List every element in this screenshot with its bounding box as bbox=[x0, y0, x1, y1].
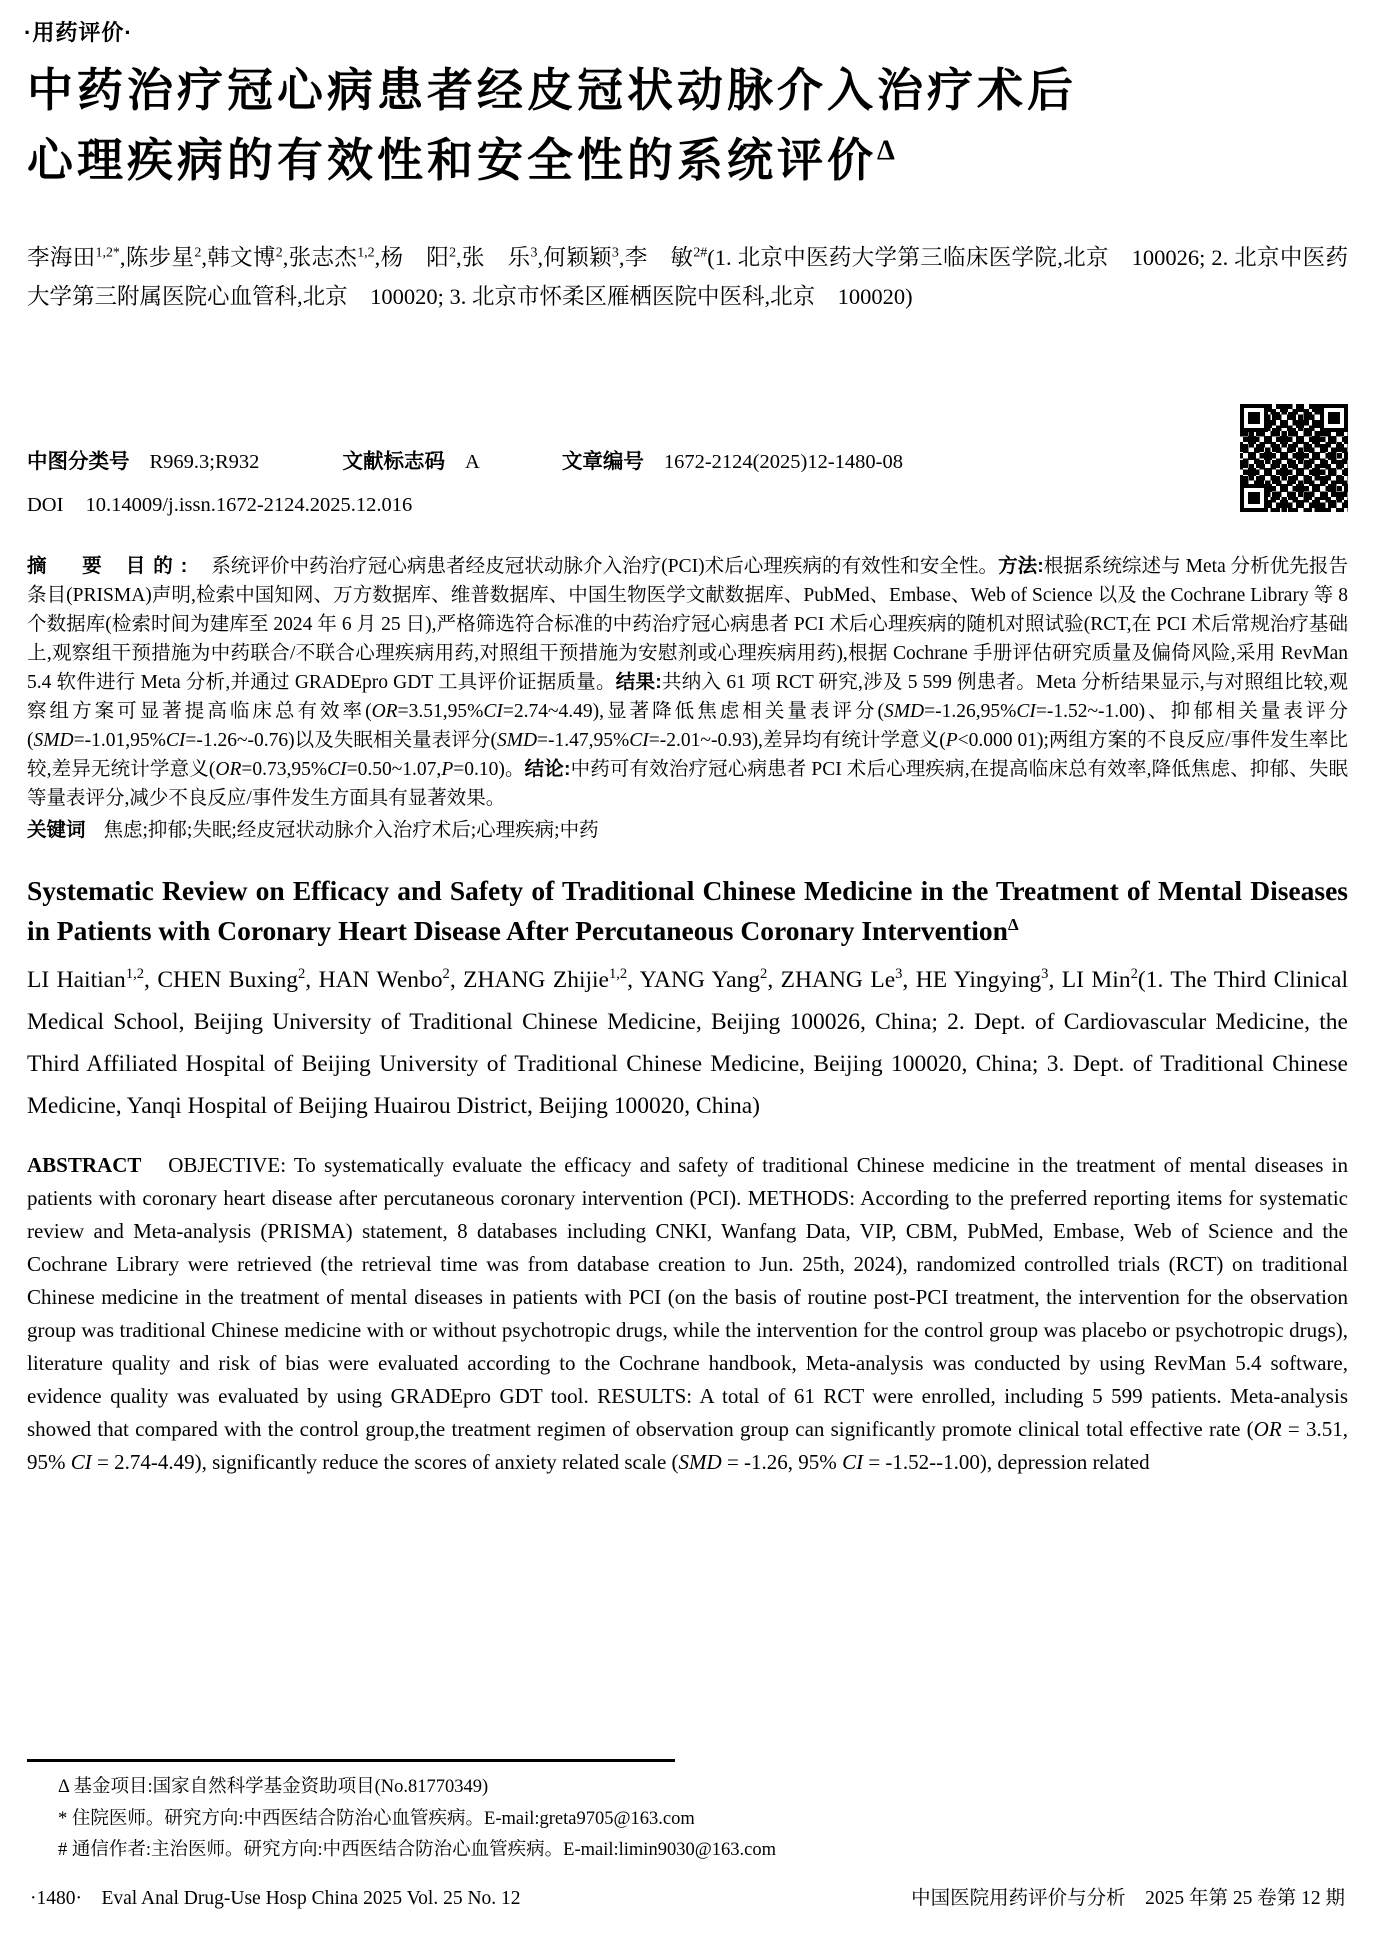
article-meta-row bbox=[27, 444, 903, 474]
title-en-text: Systematic Review on Efficacy and Safety of Traditional Chinese Medicine in the Treatment of Mental Diseases in Patients with Coronary Heart Disease After Percutaneous Coronary Intervention bbox=[27, 875, 1348, 946]
footnote-divider bbox=[27, 1759, 675, 1762]
document-code-value: A bbox=[465, 451, 479, 473]
keywords-text-cn: 焦虑;抑郁;失眠;经皮冠状动脉介入治疗术后;心理疾病;中药 bbox=[103, 820, 599, 841]
funding-marker-en: Δ bbox=[1007, 914, 1019, 934]
doi-label: DOI bbox=[27, 494, 64, 516]
funding-marker: Δ bbox=[877, 135, 899, 167]
footnote-first-author: * 住院医师。研究方向:中西医结合防治心血管疾病。E-mail:greta9705@163.com bbox=[58, 1808, 695, 1829]
abstract-label-cn: 摘 要 bbox=[27, 555, 110, 577]
title-cn-line-1: 中药治疗冠心病患者经皮冠状动脉介入治疗术后 bbox=[27, 65, 1077, 116]
column-section-label: ·用药评价· bbox=[24, 20, 133, 45]
footnotes bbox=[58, 1772, 776, 1867]
title-cn-line-2: 心理疾病的有效性和安全性的系统评价 bbox=[27, 135, 877, 186]
page-footer bbox=[30, 1882, 1345, 1910]
qr-finder-bottom-left-icon bbox=[1240, 484, 1268, 512]
doi-value: 10.14009/j.issn.1672-2124.2025.12.016 bbox=[85, 494, 413, 516]
abstract-text-cn: 目的: 系统评价中药治疗冠心病患者经皮冠状动脉介入治疗(PCI)术后心理疾病的有效性和安全性。方法:根据系统综述与 Meta 分析优先报告条目(PRISMA)声明,检索中国知网、万方数据库、维普数据库、中国生物医学文献数据库、PubMed、Embase、Web of Science 以及 the Cochrane Library 等 8 个数据库(检索时间为建库至 2024 年 6 月 25 日),严格筛选符合标准的中药治疗冠心病患者 PCI 术后心理疾病的随机对照试验(RCT,在 PCI 术后常规治疗基础上,观察组干预措施为中药联合/不联合心理疾病用药,对照组干预措施为安慰剂或心理疾病用药),根据 Cochrane 手册评估研究质量及偏倚风险,采用 RevMan 5.4 软件进行 Meta 分析,并通过 GRADEpro GDT 工具评价证据质量。结果:共纳入 61 项 RCT 研究,涉及 5 599 例患者。Meta 分析结果显示,与对照组比较,观察组方案可显著提高临床总有效率(OR=3.51,95%CI=2.74~4.49),显著降低焦虑相关量表评分(SMD=-1.26,95%CI=-1.52~-1.00)、抑郁相关量表评分(SMD=-1.01,95%CI=-1.26~-0.76)以及失眠相关量表评分(SMD=-1.47,95%CI=-2.01~-0.93),差异均有统计学意义(P<0.000 01);两组方案的不良反应/事件发生率比较,差异无统计学意义(OR=0.73,95%CI=0.50~1.07,P=0.10)。结论:中药可有效治疗冠心病患者 PCI 术后心理疾病,在提高临床总有效率,降低焦虑、抑郁、失眠等量表评分,减少不良反应/事件发生方面具有显著效果。 bbox=[27, 555, 1349, 809]
authors-affiliations-en: LI Haitian$^{1,2}$, CHEN Buxing$^2$, HAN Wenbo$^2$, ZHANG Zhijie$^{1,2}$, YANG Yang$^2$, ZHANG Le$^3$, HE Yingying$^3$, LI Min$^2$(1. The Third Clinical Medical School, Beijing University of Traditional Chinese Medicine, Beijing 100026, China; 2. Dept. of Cardiovascular Medicine, the Third Affiliated Hospital of Beijing University of Traditional Chinese Medicine, Beijing 100020, China; 3. Dept. of Traditional Chinese Medicine, Yanqi Hospital of Beijing Huairou District, Beijing 100020, China) bbox=[27, 966, 1348, 1119]
footnote-funding: Δ 基金项目:国家自然科学基金资助项目(No.81770349) bbox=[58, 1777, 489, 1797]
abstract-en: ABSTRACT OBJECTIVE: To systematically evaluate the efficacy and safety of traditional Chinese medicine in the treatment of mental diseases in patients with coronary heart disease after percutaneous coronary intervention (PCI). METHODS: According to the preferred reporting items for systematic review and Meta-analysis (PRISMA) statement, 8 databases including CNKI, Wanfang Data, VIP, CBM, PubMed, Embase, Web of Science and the Cochrane Library were retrieved (the retrieval time was from database creation to Jun. 25th, 2024), randomized controlled trials (RCT) on traditional Chinese medicine in the treatment of mental diseases in patients with PCI (on the basis of routine post-PCI treatment, the intervention for the observation group was traditional Chinese medicine with or without psychotropic drugs, while the intervention for the control group was placebo or psychotropic drugs), literature quality and risk of bias were evaluated according to the Cochrane handbook, Meta-analysis was conducted by using RevMan 5.4 software, evidence quality was evaluated by using GRADEpro GDT tool. RESULTS: A total of 61 RCT were enrolled, including 5 599 patients. Meta-analysis showed that compared with the control group,the treatment regimen of observation group can significantly promote clinical total effective rate (OR = 3.51, 95% CI = 2.74-4.49), significantly reduce the scores of anxiety related scale (SMD = -1.26, 95% CI = -1.52--1.00), depression related bbox=[27, 1153, 1348, 1474]
keywords-label-cn: 关键词 bbox=[27, 819, 86, 841]
footnote-corresponding-author: # 通信作者:主治医师。研究方向:中西医结合防治心血管疾病。E-mail:limin9030@163.com bbox=[58, 1840, 776, 1860]
article-title-cn bbox=[27, 56, 1207, 196]
keywords-row-cn bbox=[27, 816, 1348, 845]
article-number-value: 1672-2124(2025)12-1480-08 bbox=[663, 451, 903, 473]
authors-affiliations-cn: 李海田$^{1,2*}$,陈步星$^2$,韩文博$^2$,张志杰$^{1,2}$,杨 阳$^2$,张 乐$^3$,何颖颖$^3$,李 敏$^{2\#}$(1. 北京中医药大学第三临床医学院,北京 100026; 2. 北京中医药大学第三附属医院心血管科,北京 100020; 3. 北京市怀柔区雁栖医院中医科,北京 100020) bbox=[27, 245, 1348, 309]
article-number-label: 文章编号 bbox=[561, 450, 644, 473]
article-title-en bbox=[27, 871, 1348, 951]
qr-code bbox=[1238, 402, 1350, 514]
article-body bbox=[27, 552, 1348, 1479]
footer-journal-cn: 中国医院用药评价与分析 2025 年第 25 卷第 12 期 bbox=[911, 1888, 1345, 1909]
clc-number-value: R969.3;R932 bbox=[149, 451, 260, 473]
qr-finder-top-right-icon bbox=[1320, 404, 1348, 432]
document-code-label: 文献标志码 bbox=[342, 450, 446, 473]
clc-number-label: 中图分类号 bbox=[27, 450, 130, 473]
abstract-cn bbox=[27, 552, 1348, 813]
qr-finder-top-left-icon bbox=[1240, 404, 1268, 432]
doi-row bbox=[27, 494, 412, 517]
footer-journal-en: ·1480· Eval Anal Drug-Use Hosp China 2025 Vol. 25 No. 12 bbox=[30, 1888, 521, 1909]
